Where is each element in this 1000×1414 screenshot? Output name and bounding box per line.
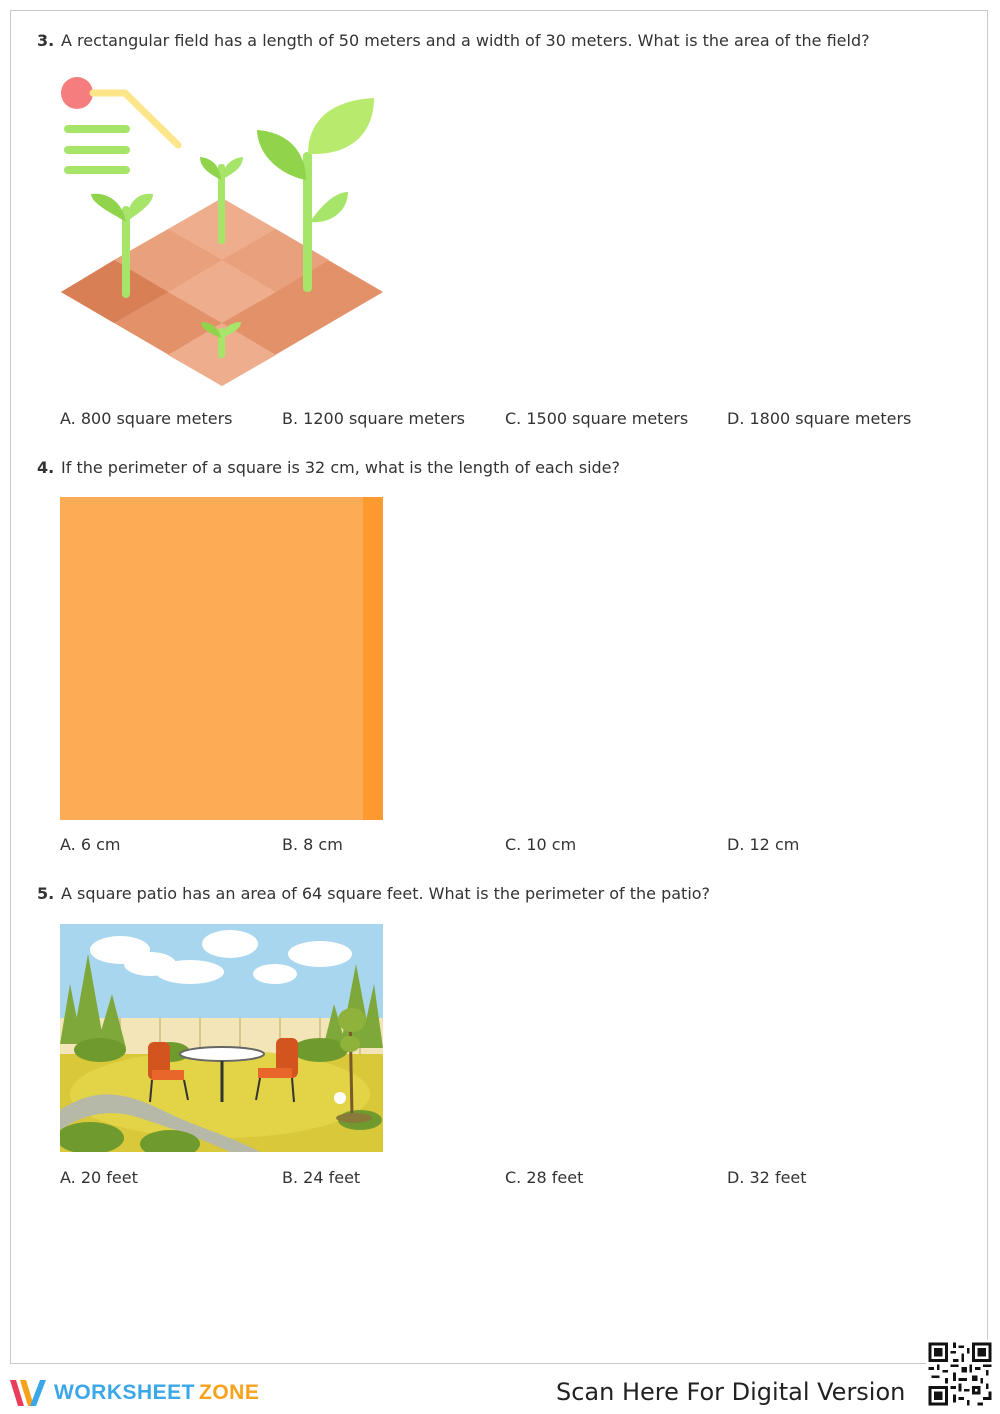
answer-options xyxy=(60,409,950,433)
question-4 xyxy=(37,458,620,477)
answer-options xyxy=(60,835,950,859)
qr-code-icon[interactable] xyxy=(926,1340,994,1408)
orange-square-illustration xyxy=(60,497,383,820)
scan-here-text: Scan Here For Digital Version xyxy=(556,1378,906,1406)
brand-name-zone: ZONE xyxy=(199,1381,260,1404)
question-number: 3. xyxy=(37,31,55,50)
option-a[interactable]: A. 20 feet xyxy=(60,1168,138,1187)
option-d[interactable]: D. 32 feet xyxy=(727,1168,807,1187)
option-b[interactable]: B. 1200 square meters xyxy=(282,409,466,428)
question-text: A square patio has an area of 64 square feet. What is the perimeter of the patio? xyxy=(61,884,711,903)
option-a[interactable]: A. 6 cm xyxy=(60,835,121,854)
question-number: 5. xyxy=(37,884,55,903)
field-plants-illustration xyxy=(60,72,383,390)
question-number: 4. xyxy=(37,458,55,477)
option-c[interactable]: C. 28 feet xyxy=(505,1168,584,1187)
option-b[interactable]: B. 8 cm xyxy=(282,835,343,854)
question-5 xyxy=(37,884,710,903)
option-c[interactable]: C. 10 cm xyxy=(505,835,577,854)
option-d[interactable]: D. 1800 square meters xyxy=(727,409,912,428)
option-b[interactable]: B. 24 feet xyxy=(282,1168,361,1187)
question-3 xyxy=(37,31,870,50)
answer-options xyxy=(60,1168,950,1192)
worksheet-zone-logo[interactable] xyxy=(8,1376,259,1410)
option-c[interactable]: C. 1500 square meters xyxy=(505,409,689,428)
option-a[interactable]: A. 800 square meters xyxy=(60,409,233,428)
option-d[interactable]: D. 12 cm xyxy=(727,835,800,854)
brand-name-worksheet: WORKSHEET xyxy=(54,1381,195,1404)
logo-w-icon xyxy=(8,1376,48,1410)
question-text: If the perimeter of a square is 32 cm, what is the length of each side? xyxy=(61,458,621,477)
question-text: A rectangular field has a length of 50 meters and a width of 30 meters. What is the area of the field? xyxy=(61,31,870,50)
patio-garden-illustration xyxy=(60,924,383,1152)
